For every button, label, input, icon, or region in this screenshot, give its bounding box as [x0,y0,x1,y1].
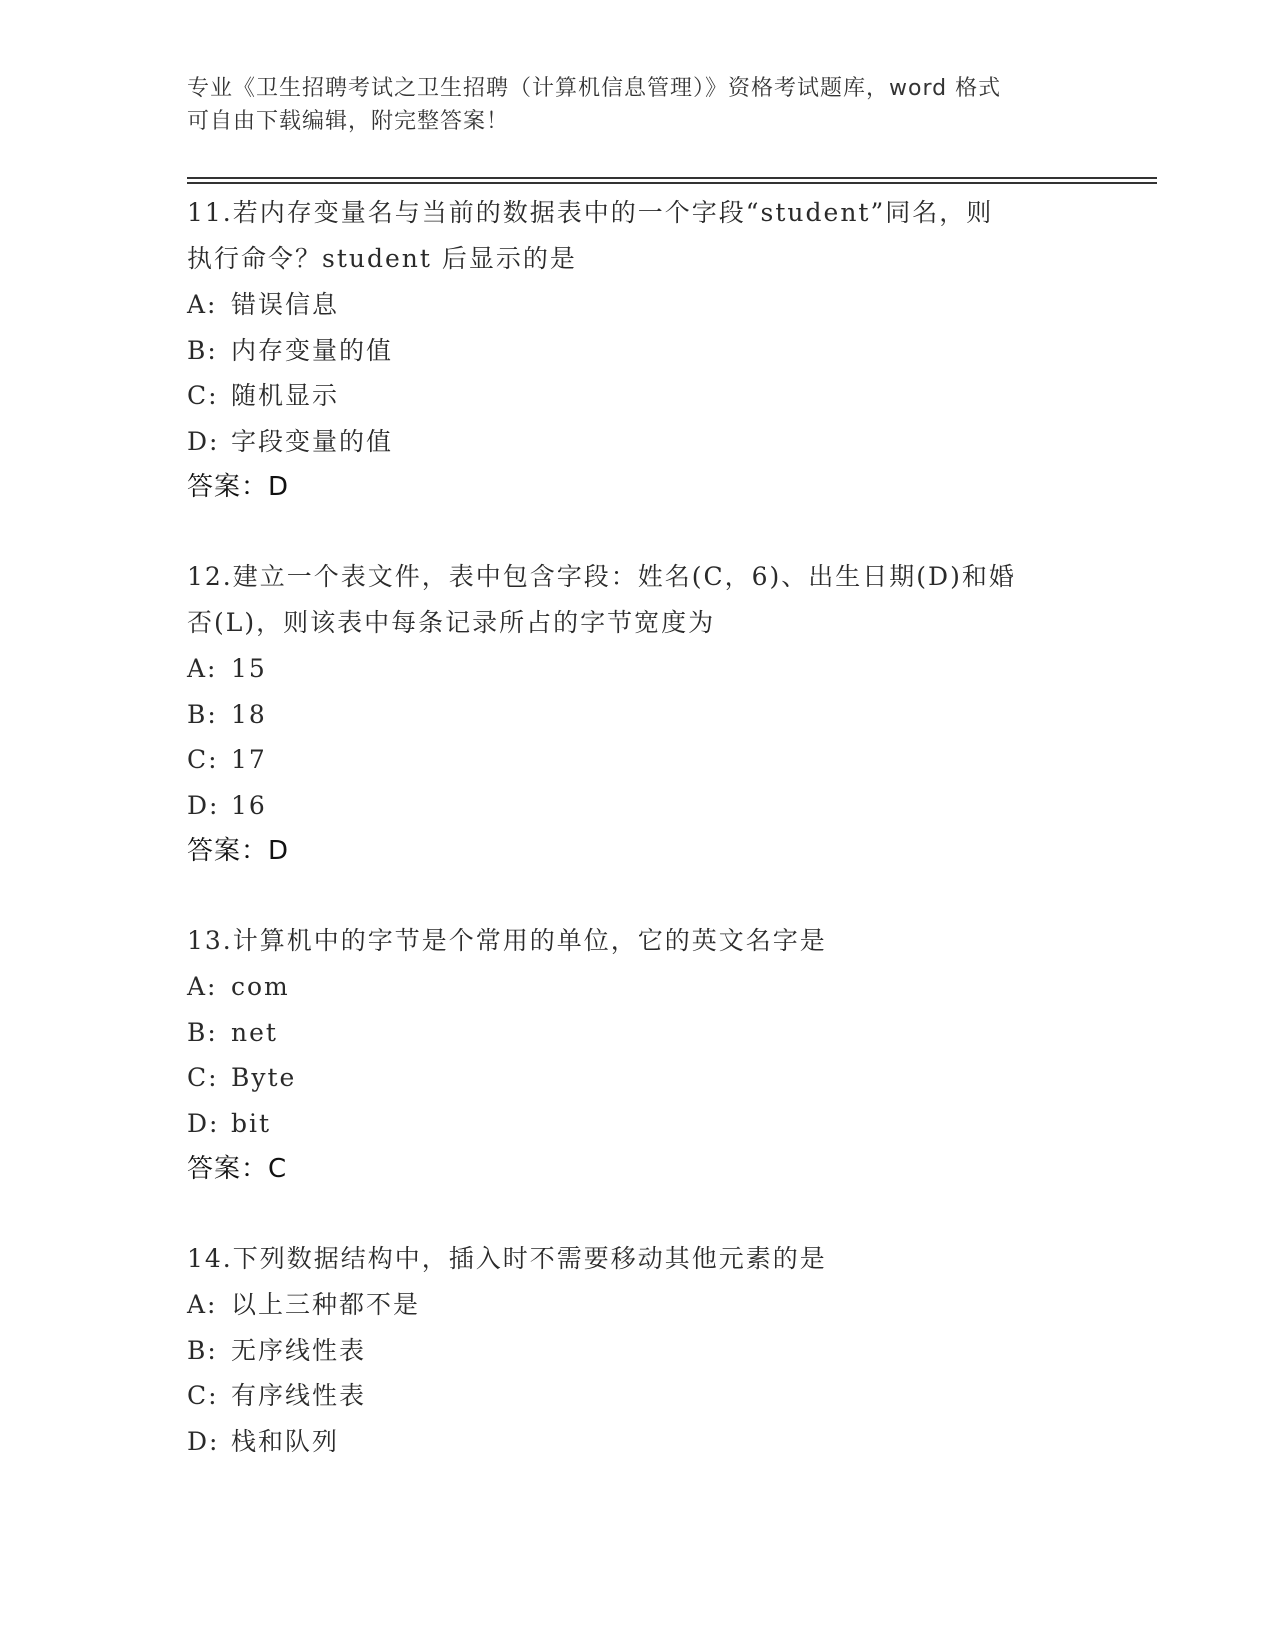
stem-line: 11.若内存变量名与当前的数据表中的一个字段“student”同名，则 [187,198,994,227]
question-stem [187,190,1067,282]
stem-line: 执行命令？student 后显示的是 [187,244,577,273]
option-text: 有序线性表 [231,1381,367,1410]
option-text: 内存变量的值 [231,335,394,365]
option-b [187,692,1067,738]
option-letter: B: [187,1017,218,1047]
stem-line: 14.下列数据结构中，插入时不需要移动其他元素的是 [187,1244,827,1273]
option-text: bit [231,1108,272,1138]
option-c [187,737,1067,783]
option-letter: B: [187,335,218,365]
header-line-1: 专业《卫生招聘考试之卫生招聘（计算机信息管理）》资格考试题库，word 格式 [187,76,1002,101]
stem-line: 否(L)，则该表中每条记录所占的字节宽度为 [187,608,716,637]
option-letter: A: [187,1290,218,1319]
option-d [187,1101,1067,1147]
option-text: 栈和队列 [231,1426,340,1456]
answer: 答案：C [187,1154,288,1184]
answer: 答案：D [187,472,290,502]
option-c [187,1055,1067,1101]
document-header [187,72,1067,138]
option-text: Byte [231,1063,297,1092]
option-letter: A: [187,290,218,319]
option-text: 18 [231,699,267,729]
question-stem [187,918,1067,964]
answer: 答案：D [187,836,290,866]
option-a [187,964,1067,1010]
option-letter: D: [187,1426,220,1456]
option-text: com [231,972,290,1001]
option-letter: D: [187,790,220,820]
header-divider-top [187,177,1157,179]
option-text: 16 [231,790,267,820]
stem-line: 13.计算机中的字节是个常用的单位，它的英文名字是 [187,926,827,955]
option-text: net [231,1017,278,1047]
option-letter: C: [187,381,219,410]
question-14 [187,1236,1067,1464]
question-13 [187,918,1067,1192]
option-a [187,1282,1067,1328]
option-text: 随机显示 [231,381,340,410]
option-d [187,1419,1067,1465]
option-d [187,783,1067,829]
option-letter: D: [187,1108,220,1138]
option-text: 17 [231,745,267,774]
option-letter: C: [187,1381,219,1410]
option-text: 以上三种都不是 [231,1290,421,1319]
option-c [187,373,1067,419]
option-letter: A: [187,654,218,683]
option-letter: B: [187,699,218,729]
question-stem [187,1236,1067,1282]
option-b [187,328,1067,374]
option-text: 无序线性表 [231,1335,367,1365]
option-letter: A: [187,972,218,1001]
option-c [187,1373,1067,1419]
option-letter: C: [187,745,219,774]
option-text: 字段变量的值 [231,426,394,456]
option-letter: C: [187,1063,219,1092]
option-text: 15 [231,654,267,683]
option-text: 错误信息 [231,290,340,319]
question-12 [187,554,1067,874]
option-a [187,646,1067,692]
option-b [187,1328,1067,1374]
question-list [187,190,1067,1508]
question-11 [187,190,1067,510]
option-b [187,1010,1067,1056]
stem-line: 12.建立一个表文件，表中包含字段：姓名(C，6)、出生日期(D)和婚 [187,562,1016,591]
option-letter: D: [187,426,220,456]
header-divider-bottom [187,182,1157,184]
option-d [187,419,1067,465]
header-line-2: 可自由下载编辑，附完整答案！ [187,109,510,134]
option-a [187,282,1067,328]
option-letter: B: [187,1335,218,1365]
question-stem [187,554,1067,646]
